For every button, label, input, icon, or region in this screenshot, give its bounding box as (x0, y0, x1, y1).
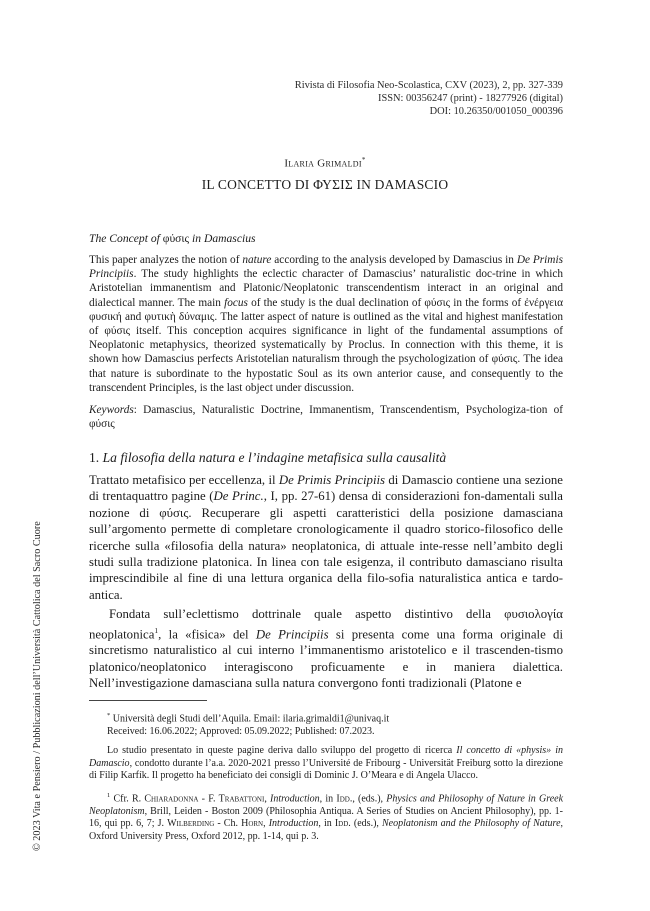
issn-line: ISSN: 00356247 (print) - 18277926 (digital) (378, 93, 563, 105)
footnotes (89, 710, 563, 843)
paragraph-2: Fondata sull’eclettismo dottrinale quale aspetto distintivo della φυσιολογία neoplatonica$^1$, la «fisica» del De Principiis si presenta come una forma originale di sincretismo naturalistico al cui interno l’immanentismo aristotelico e il trascenden-tismo platonico/neoplatonico interagiscono proficuamente e in maniera dialettica. Nell’investigazione damasciana sulla natura convergono fonti tradizionali (Platone e (89, 607, 563, 691)
abstract: This paper analyzes the notion of nature according to the analysis developed by Damascius in De Primis Principiis. The study highlights the eclectic character of Damascius’ naturalistic doc-trine in which Aristotelian immanentism and Platonic/Neoplatonic transcendentism interact in an original and dialectical manner. The main focus of the study is the dual declination of φύσις in the forms of ἐνέργεια φυσική and φυτικὴ δύναμις. The latter aspect of nature is outlined as the vital and highest manifestation of φύσις itself. This conception acquires significance in light of the fundamental assumptions of Neoplatonic metaphysics, theorized systematically by Proclus. In connection with this theme, it is shown how Damascius perfects Aristotelian naturalism through the psychologization of φύσις. The idea that nature is subordinate to the hypostatic Soul as its own anterior cause, and consequently to the transcendent Principles, is the last object under discussion. (89, 254, 563, 394)
copyright-sidebar: © 2023 Vita e Pensiero / Pubblicazioni dell’Università Cattolica del Sacro Cuore (32, 521, 43, 851)
footnote-separator (89, 700, 207, 701)
footnote-ref-1[interactable]: 1 (154, 625, 159, 635)
keywords-label: Keywords (89, 404, 134, 416)
footnote-1: $^1$ Cfr. R. Chiaradonna - F. Trabattoni, Introduction, in Idd., (eds.), Physics and Philosophy of Nature in Greek Neoplatonism, Brill, Leiden - Boston 2009 (Philosophia Antiqua. A Series of Studies on Ancient Philosophy), pp. 1-16, qui pp. 6, 7; J. Wilberding - Ch. Horn, Introduction, in Idd. (eds.), Neoplatonism and the Philosophy of Nature, Oxford University Press, Oxford 2012, pp. 1-14, qui p. 3. (89, 791, 564, 842)
journal-citation: Rivista di Filosofia Neo-Scolastica, CXV (2023), 2, pp. 327-339 (294, 80, 563, 91)
author-footnote-mark[interactable]: * (361, 156, 366, 164)
keywords-list: : Damascius, Naturalistic Doctrine, Immanentism, Transcendentism, Psychologiza-tion of φύσις (89, 404, 563, 431)
article-title: IL CONCETTO DI ΦΥΣΙΣ IN DAMASCIO (201, 177, 449, 192)
author-name: Ilaria Grimaldi* (284, 156, 366, 170)
footnote-dates: Received: 16.06.2022; Approved: 05.09.2022; Published: 07.2023. (107, 725, 375, 737)
abstract-title: The Concept of φύσις in Damascius (89, 232, 256, 245)
body-text (89, 472, 563, 692)
footnote-author-affiliation: * Università degli Studi dell’Aquila. Email: ilaria.grimaldi1@univaq.it (107, 712, 390, 725)
footnote-project: Lo studio presentato in queste pagine deriva dallo sviluppo del progetto di ricerca Il concetto di «physis» in Damascio, condotto durante l’a.a. 2020-2021 presso l’Université de Fribourg - Universität Freiburg sotto la direzione di Filip Karfík. Il progetto ha beneficiato dei consigli di Dominic J. O’Meara e di Angela Ulacco. (89, 745, 563, 782)
journal-header (295, 79, 563, 119)
doi-line: DOI: 10.26350/001050_000396 (429, 106, 563, 118)
section-heading: 1. La filosofia della natura e l’indagine metafisica sulla causalità (89, 450, 447, 465)
paragraph-1: Trattato metafisico per eccellenza, il De Primis Principiis di Damascio contiene una sezione di trentaquattro pagine (De Princ., I, pp. 27-61) densa di considerazioni fon-damentali sulla nozione di φύσις. Recuperare gli aspetti caratteristici della posizione damasciana sull’argomento permette di completare cronologicamente il quadro storico-filosofico delle ricerche sulla «filosofia della natura» neoplatonica, di attuale inte-resse nell’ambito degli studi sulla tradizione platonica. In linea con tale esigenza, il contributo damasciano risulta imprescindibile al fine di una lettura organica della filo-sofia naturalistica antica e tardo-antica. (89, 473, 563, 602)
keywords (89, 403, 563, 431)
